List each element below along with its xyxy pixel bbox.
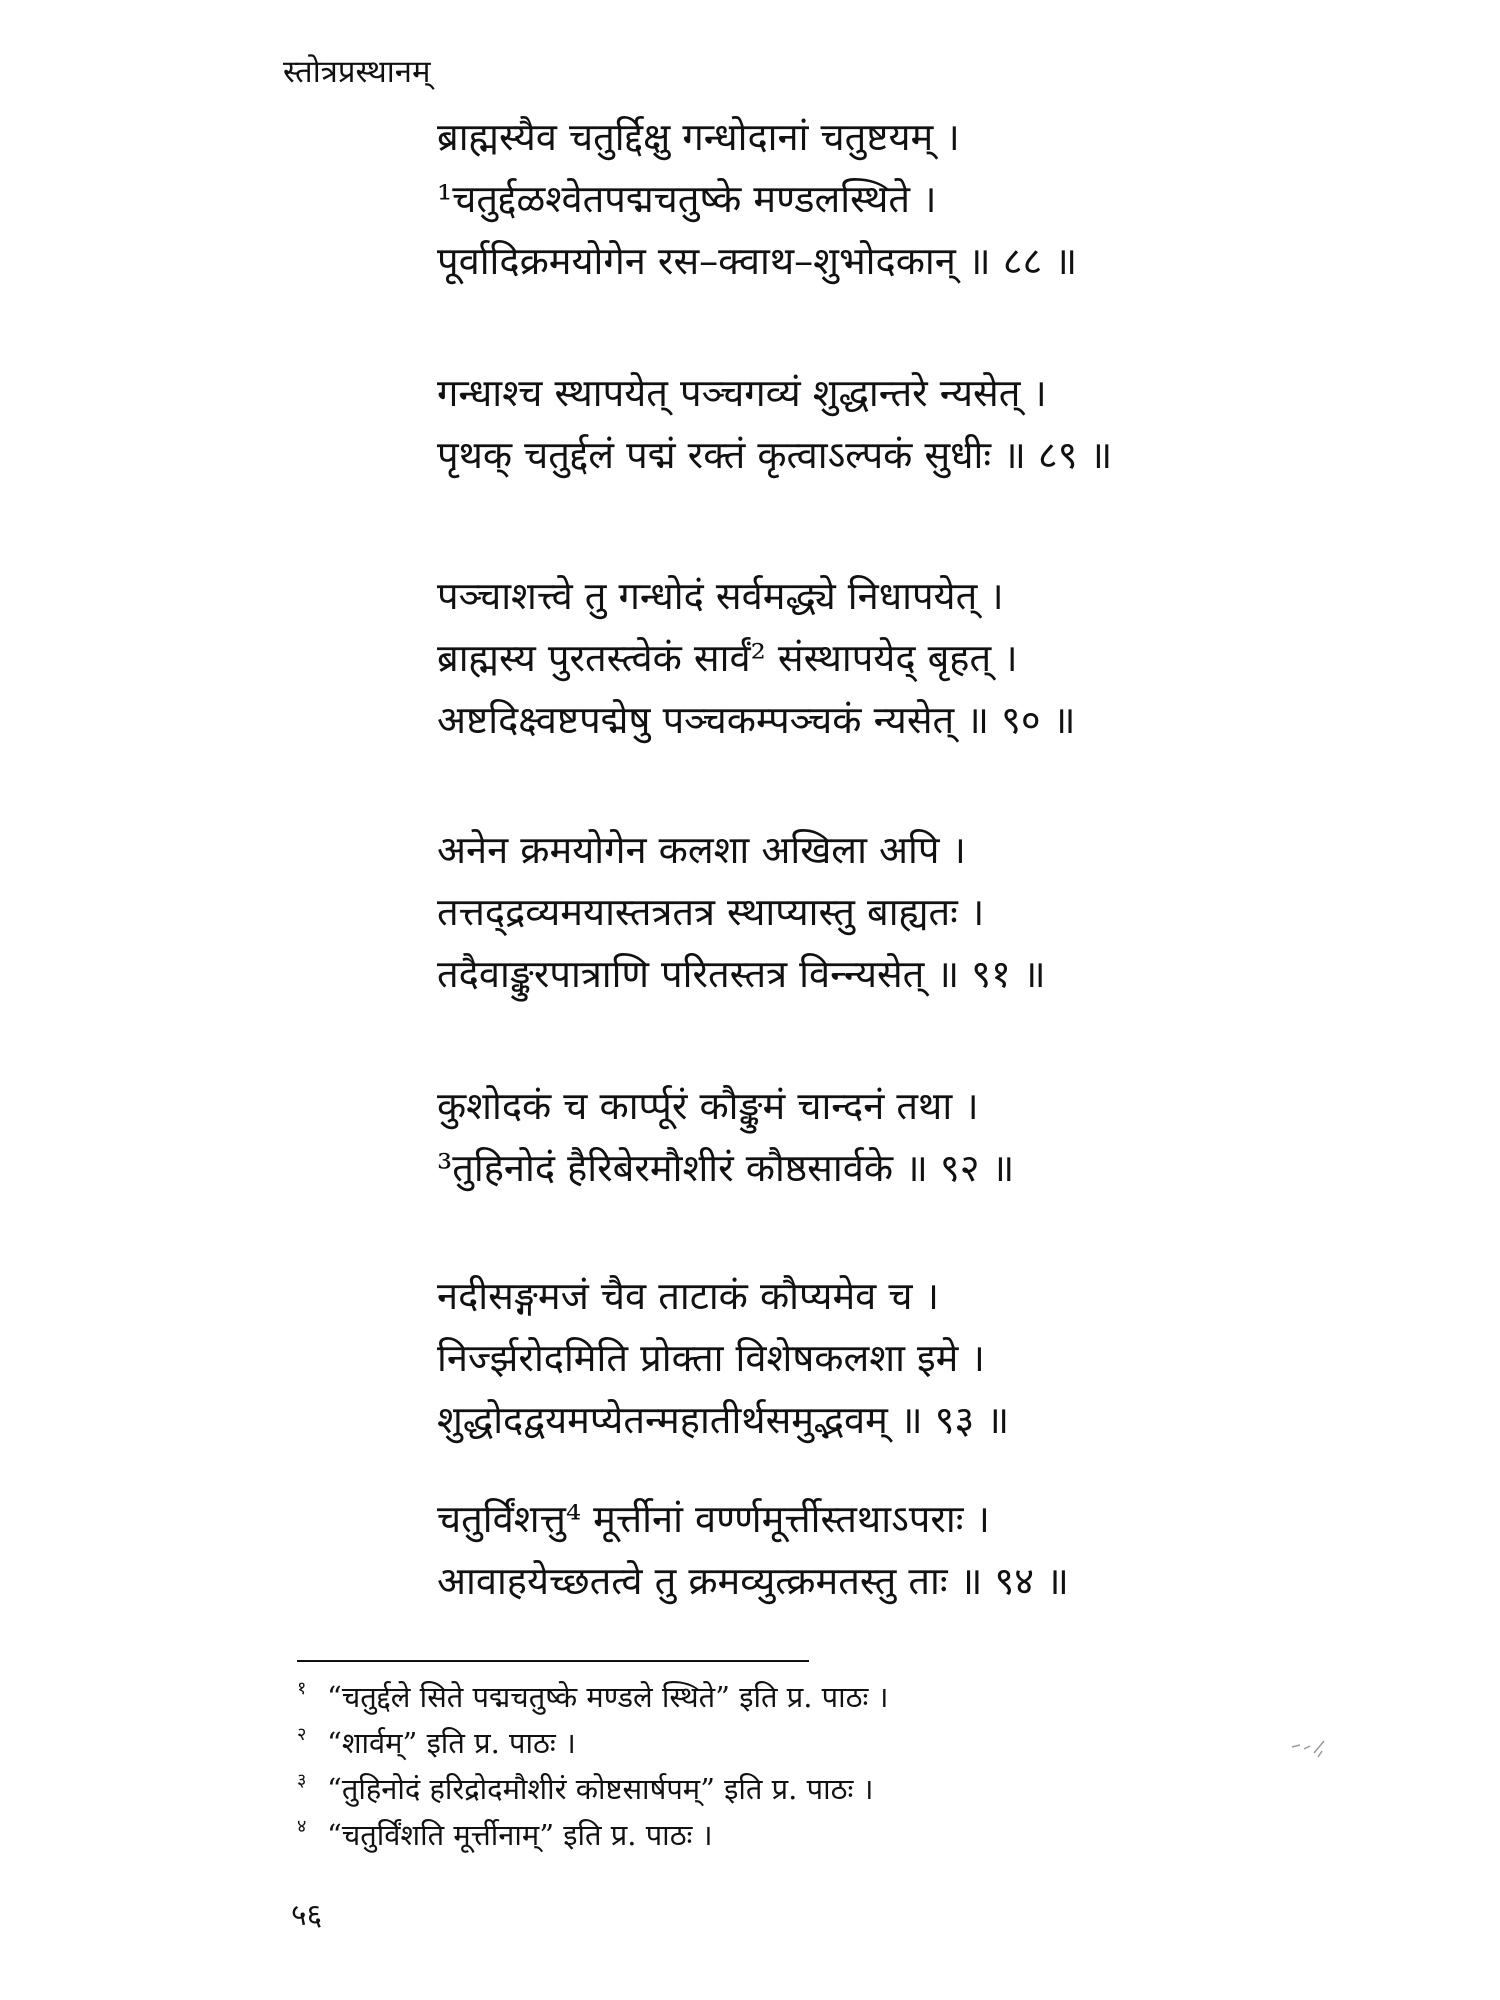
footnote-mark: २ (297, 1724, 307, 1745)
footnotes (297, 1674, 1447, 1858)
verse-88 (437, 106, 1417, 292)
verse-line: शुद्धोदद्वयमप्येतन्महातीर्थसमुद्भवम् ॥ ९३ ॥ (437, 1398, 1010, 1442)
page-number: ५६ (291, 1898, 323, 1933)
footnote-2 (297, 1720, 1447, 1766)
verse-line: चतुर्विंशत्तु⁴ मूर्त्तीनां वर्ण्णमूर्त्तीस्तथाऽपराः । (437, 1497, 990, 1541)
running-head: स्तोत्रप्रस्थानम् (283, 54, 431, 90)
verse-line: ब्राह्मस्य पुरतस्त्वेकं सार्वं² संस्थापयेद् बृहत् । (437, 636, 1018, 680)
verse-line: निर्ज्झरोदमिति प्रोक्ता विशेषकलशा इमे । (437, 1336, 985, 1380)
verse-90 (437, 565, 1417, 751)
footnote-mark: १ (297, 1678, 307, 1699)
footnote-mark: ४ (297, 1816, 307, 1837)
verse-line: पृथक् चतुर्द्दलं पद्मं रक्तं कृत्वाऽल्पकं सुधीः ॥ ८९ ॥ (437, 433, 1113, 477)
footnote-text: “चतुर्विंशति मूर्त्तीनाम्” इति प्र. पाठः । (327, 1818, 713, 1852)
footnote-1 (297, 1674, 1447, 1720)
verse-line: नदीसङ्गमजं चैव ताटाकं कौप्यमेव च । (437, 1274, 939, 1318)
verse-93 (437, 1265, 1417, 1451)
verse-line: पूर्वादिक्रमयोगेन रस–क्वाथ–शुभोदकान् ॥ ८८ ॥ (437, 239, 1078, 283)
footnote-3 (297, 1766, 1447, 1812)
footnote-text: “चतुर्द्दले सिते पद्मचतुष्के मण्डले स्थिते” इति प्र. पाठः । (327, 1680, 889, 1714)
verse-line: तदैवाङ्कुरपात्राणि परितस्तत्र विन्न्यसेत् ॥ ९१ ॥ (437, 952, 1046, 996)
verse-line: ³तुहिनोदं हैरिबेरमौशीरं कौष्ठसार्वके ॥ ९२ ॥ (437, 1146, 1015, 1190)
scan-speck (1290, 1737, 1330, 1763)
verse-line: गन्धाश्च स्थापयेत् पञ्चगव्यं शुद्धान्तरे न्यसेत् । (437, 371, 1047, 415)
verse-line: कुशोदकं च कार्प्पूरं कौङ्कुमं चान्दनं तथा । (437, 1084, 979, 1128)
verse-89 (437, 362, 1417, 486)
footnote-text: “तुहिनोदं हरिद्रोदमौशीरं कोष्टसार्षपम्” इति प्र. पाठः । (327, 1772, 874, 1806)
verse-line: तत्तद्द्रव्यमयास्तत्रतत्र स्थाप्यास्तु बाह्यतः । (437, 890, 985, 934)
verse-94 (437, 1488, 1417, 1612)
verse-91 (437, 819, 1417, 1005)
verse-92 (437, 1075, 1417, 1199)
footnote-4 (297, 1812, 1447, 1858)
verse-line: अनेन क्रमयोगेन कलशा अखिला अपि । (437, 828, 966, 872)
verse-line: आवाहयेच्छतत्वे तु क्रमव्युत्क्रमतस्तु ताः ॥ ९४ ॥ (437, 1559, 1069, 1603)
verse-line: ब्राह्मस्यैव चतुर्द्दिक्षु गन्धोदानां चतुष्टयम् । (437, 115, 960, 159)
verse-line: अष्टदिक्ष्वष्टपद्मेषु पञ्चकम्पञ्चकं न्यसेत् ॥ ९० ॥ (437, 698, 1076, 742)
footnote-divider (297, 1660, 809, 1662)
verse-line: पञ्चाशत्त्वे तु गन्धोदं सर्वमद्ध्ये निधापयेत् । (437, 574, 1004, 618)
verse-line: ¹चतुर्द्दळश्वेतपद्मचतुष्के मण्डलस्थिते । (437, 177, 937, 221)
footnote-mark: ३ (297, 1770, 307, 1791)
footnote-text: “शार्वम्” इति प्र. पाठः । (327, 1726, 576, 1760)
